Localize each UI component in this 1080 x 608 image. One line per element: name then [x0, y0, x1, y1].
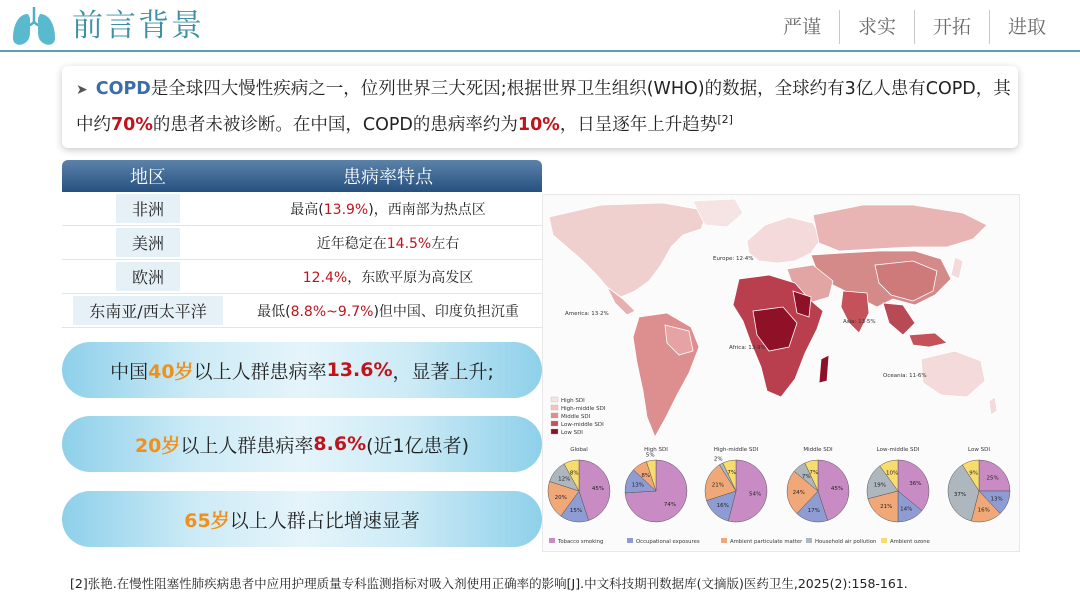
feature-cell: 12.4%，东欧平原为高发区 [302, 269, 474, 286]
pie-slice-label: 20% [554, 494, 567, 501]
pie-slice-label: 14% [900, 506, 913, 513]
region-cell: 东南亚/西太平洋 [73, 296, 222, 325]
table-row [62, 294, 542, 328]
pie-slice-label: 15% [569, 508, 583, 514]
feature-cell: 近年稳定在14.5%左右 [316, 235, 460, 252]
legend-swatch-high-middle-sdi [551, 405, 558, 410]
nav-item-pioneer: 开拓 [914, 10, 989, 44]
page-title: 前言背景 [72, 8, 204, 44]
table-header [62, 160, 542, 192]
pie-slice-label: 8% [569, 470, 579, 477]
pie-slice-label: 10% [885, 470, 899, 477]
legend-high-middle-sdi: High-middle SDI [561, 406, 606, 412]
stat-pill-china-40: 中国 40岁 以上人群患病率 13.6% ，显著上升; [62, 342, 542, 398]
table-header-feature: 患病率特点 [343, 167, 433, 188]
pie-title-low-middle-sdi: Low-middle SDI [876, 447, 920, 453]
feature-cell: 最低(8.8%~9.7%)但中国、印度负担沉重 [257, 303, 519, 320]
pie-title-high-middle-sdi: High-middle SDI [713, 447, 759, 453]
feature-cell: 最高(13.9%)，西南部为热点区 [290, 201, 486, 218]
pie-slice-label: 7% [801, 473, 811, 480]
legend-middle-sdi: Middle SDI [561, 414, 591, 420]
pie-slice-label: 17% [807, 507, 820, 514]
pie-slice-label: 19% [873, 482, 887, 489]
pie-slice-label: 25% [986, 475, 999, 482]
pie-slice-label: 16% [716, 503, 729, 509]
pie-slice-label: 45% [591, 486, 605, 492]
arrow-bullet-icon: ➤ [76, 82, 88, 98]
pie-slice-label: 5% [645, 452, 655, 459]
pie-slice-label: 7% [809, 470, 819, 477]
nav-item-truth: 求实 [839, 10, 914, 44]
intro-pct10: 10% [517, 114, 560, 135]
intro-paragraph [76, 74, 1011, 140]
pie-slice-label: 45% [830, 486, 844, 492]
nav-item-rigor: 严谨 [782, 16, 821, 38]
copd-world-map-figure [542, 194, 1020, 552]
reference-citation: [2]张艳.在慢性阻塞性肺疾病患者中应用护理质量专科监测指标对吸入剂使用正确率的影响[J].中文科技期刊数据库(文摘版)医药卫生,2025(2):158-161. [70, 576, 908, 591]
legend-tobacco-smoking: Tobacco smoking [558, 539, 604, 545]
pie-slice-label: 54% [748, 491, 762, 498]
pie-slice-label: 13% [631, 482, 645, 489]
intro-pct70: 70% [111, 114, 153, 135]
table-row [62, 260, 542, 294]
intro-part2: 的患者未被诊断。在中国，COPD的患病率约为 [152, 114, 518, 135]
legend-high-sdi: High SDI [561, 398, 585, 404]
risk-factor-pies [548, 453, 1010, 523]
figure-svg [543, 195, 1019, 551]
pie-slice-label: 16% [977, 507, 990, 514]
legend-ambient-ozone: Ambient ozone [890, 539, 930, 545]
intro-copd: COPD [95, 79, 151, 99]
pie-slice-label: 2% [713, 456, 723, 463]
legend-swatch-ambient-ozone [881, 538, 887, 543]
legend-swatch-occupational [627, 538, 633, 543]
legend-occupational-exposures: Occupational exposures [636, 539, 700, 545]
pie-slice-label: 24% [792, 490, 805, 497]
nav-item-progress: 进取 [989, 10, 1064, 44]
table-header-region: 地区 [130, 167, 166, 188]
legend-swatch-ambient-pm [721, 538, 727, 543]
table-row [62, 192, 542, 226]
world-map [549, 199, 997, 437]
region-cell: 非洲 [116, 194, 180, 223]
pie-slice-label: 21% [711, 482, 725, 489]
map-label-america: America: 13·2% [565, 311, 609, 317]
pie-slice-label: 37% [953, 492, 967, 498]
header [0, 0, 1080, 50]
pie-slice-label: 8% [641, 472, 651, 479]
stat-pill-65: 65岁 以上人群占比增速显著 [62, 491, 542, 547]
pie-title-low-sdi: Low SDI [968, 447, 990, 453]
region-cell: 美洲 [116, 228, 180, 257]
map-label-oceania: Oceania: 11·6% [883, 373, 927, 379]
legend-ambient-particulate-matter: Ambient particulate matter [730, 539, 803, 545]
legend-low-sdi: Low SDI [561, 430, 583, 436]
legend-swatch-household-air [806, 538, 812, 543]
pie-slice-label: 74% [663, 502, 677, 509]
map-label-asia: Asia: 13·5% [843, 319, 876, 325]
header-nav [765, 10, 1064, 44]
pie-title-global: Global [570, 447, 588, 453]
region-prevalence-table [62, 160, 542, 328]
legend-swatch-high-sdi [551, 397, 558, 402]
intro-part3: ，日呈逐年上升趋势 [559, 114, 718, 135]
region-cell: 欧洲 [116, 262, 180, 291]
legend-swatch-tobacco [549, 538, 555, 543]
intro-reference: [2] [717, 113, 733, 126]
pie-slice-label: 13% [990, 496, 1003, 503]
legend-low-middle-sdi: Low-middle SDI [561, 422, 604, 428]
pie-slice-label: 36% [909, 480, 922, 487]
stat-pill-20: 20岁 以上人群患病率 8.6% (近1亿患者) [62, 416, 542, 472]
intro-part1: 是全球四大慢性疾病之一，位列世界三大死因;根据世界卫生组织(WHO)的数据，全球约有3亿人患有COPD，其中约 [76, 79, 1011, 135]
legend-swatch-middle-sdi [551, 413, 558, 418]
pie-slice-label: 9% [969, 470, 978, 477]
legend-household-air-pollution: Household air pollution [815, 539, 877, 545]
legend-swatch-low-middle-sdi [551, 421, 558, 426]
pie-slice-label: 7% [727, 470, 737, 477]
pie-slice-label: 21% [880, 504, 893, 511]
map-label-africa: Africa: 13·9% [729, 345, 766, 351]
pie-slice-label: 12% [558, 476, 571, 483]
legend-swatch-low-sdi [551, 429, 558, 434]
header-divider [0, 50, 1080, 52]
pie-title-high-sdi: High SDI [644, 447, 668, 453]
lungs-logo-icon [10, 4, 58, 48]
table-row [62, 226, 542, 260]
intro-callout [62, 66, 1018, 148]
map-label-europe: Europe: 12·4% [713, 256, 754, 262]
pie-title-middle-sdi: Middle SDI [803, 447, 833, 453]
